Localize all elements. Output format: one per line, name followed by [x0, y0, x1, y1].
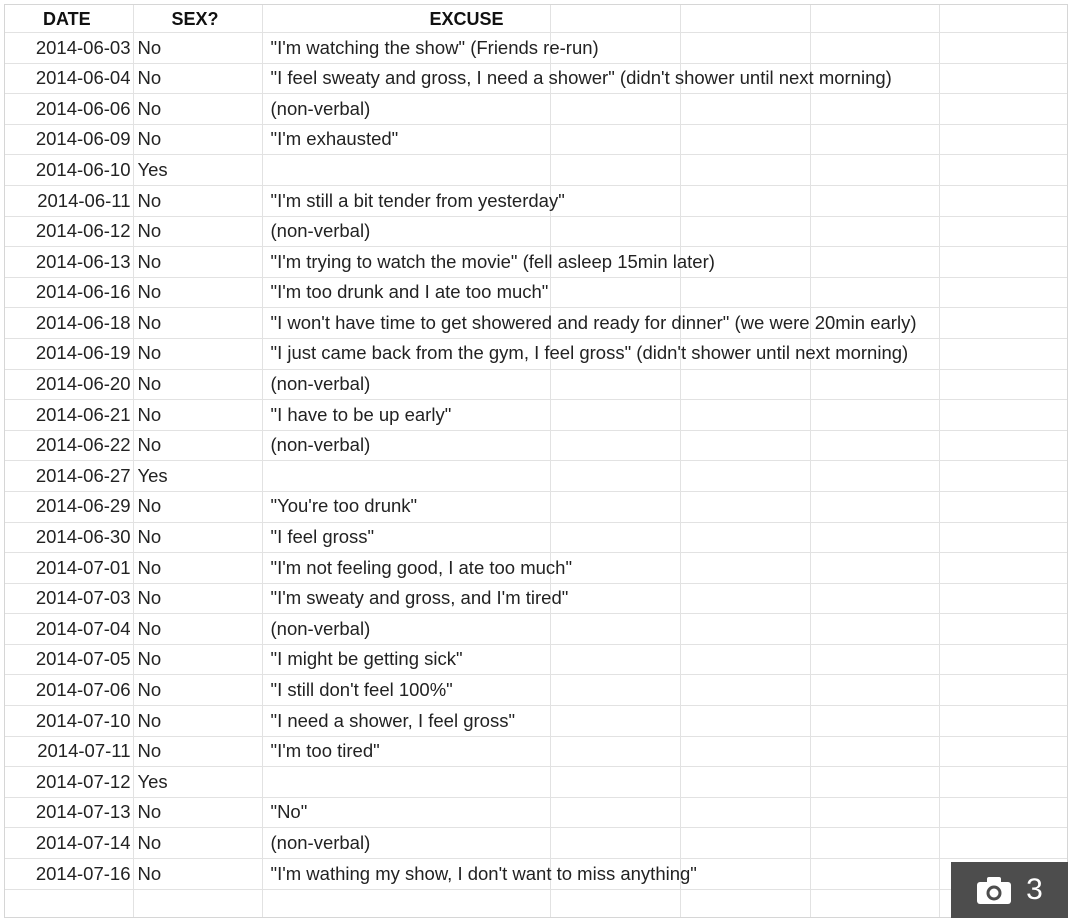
- empty-cell[interactable]: [680, 124, 810, 155]
- empty-cell[interactable]: [810, 706, 939, 737]
- empty-cell[interactable]: [939, 308, 1068, 339]
- table-row: [5, 859, 1068, 890]
- sex-cell[interactable]: No: [133, 644, 262, 675]
- empty-cell[interactable]: [810, 94, 939, 125]
- sex-cell[interactable]: No: [133, 185, 262, 216]
- date-cell[interactable]: 2014-07-11: [5, 736, 133, 767]
- empty-cell[interactable]: [810, 859, 939, 890]
- date-cell[interactable]: 2014-06-11: [5, 185, 133, 216]
- empty-cell[interactable]: [810, 736, 939, 767]
- empty-cell[interactable]: [939, 706, 1068, 737]
- table-row: [5, 614, 1068, 645]
- sex-cell[interactable]: No: [133, 828, 262, 859]
- excuse-cell[interactable]: "I need a shower, I feel gross": [262, 706, 550, 737]
- empty-header-cell[interactable]: [680, 5, 810, 33]
- empty-cell[interactable]: [810, 369, 939, 400]
- excuse-cell[interactable]: (non-verbal): [262, 94, 550, 125]
- table-row: [5, 369, 1068, 400]
- date-cell[interactable]: 2014-07-10: [5, 706, 133, 737]
- table-row: [5, 522, 1068, 553]
- empty-cell[interactable]: [939, 522, 1068, 553]
- date-cell[interactable]: 2014-06-13: [5, 247, 133, 278]
- excuse-cell[interactable]: [262, 155, 550, 186]
- table-body: [5, 33, 1068, 919]
- empty-cell[interactable]: [680, 553, 810, 584]
- empty-cell[interactable]: [550, 614, 680, 645]
- table-row: [5, 553, 1068, 584]
- empty-cell[interactable]: [680, 369, 810, 400]
- camera-icon: [976, 875, 1012, 905]
- empty-cell[interactable]: [810, 797, 939, 828]
- date-cell[interactable]: 2014-06-18: [5, 308, 133, 339]
- excuse-cell[interactable]: "I have to be up early": [262, 400, 550, 431]
- table-row: [5, 63, 1068, 94]
- table-row: [5, 644, 1068, 675]
- sex-cell[interactable]: No: [133, 491, 262, 522]
- empty-cell[interactable]: [550, 369, 680, 400]
- date-cell[interactable]: 2014-06-10: [5, 155, 133, 186]
- empty-cell[interactable]: [133, 889, 262, 918]
- empty-cell[interactable]: [810, 675, 939, 706]
- excuse-cell[interactable]: "I'm watching the show" (Friends re-run): [262, 33, 550, 64]
- empty-cell[interactable]: [810, 277, 939, 308]
- empty-cell[interactable]: [680, 522, 810, 553]
- empty-cell[interactable]: [810, 491, 939, 522]
- table-row: [5, 736, 1068, 767]
- date-cell[interactable]: 2014-06-12: [5, 216, 133, 247]
- date-cell[interactable]: 2014-07-12: [5, 767, 133, 798]
- excuse-cell[interactable]: (non-verbal): [262, 216, 550, 247]
- excuse-cell[interactable]: (non-verbal): [262, 430, 550, 461]
- sex-cell[interactable]: No: [133, 400, 262, 431]
- table-row: [5, 155, 1068, 186]
- excuse-cell[interactable]: "No": [262, 797, 550, 828]
- empty-cell[interactable]: [939, 400, 1068, 431]
- sex-cell[interactable]: No: [133, 859, 262, 890]
- table-row: [5, 308, 1068, 339]
- empty-cell[interactable]: [550, 797, 680, 828]
- photo-count: 3: [1026, 873, 1043, 906]
- sex-cell[interactable]: No: [133, 33, 262, 64]
- date-cell[interactable]: 2014-06-27: [5, 461, 133, 492]
- excuse-cell[interactable]: "I'm still a bit tender from yesterday": [262, 185, 550, 216]
- empty-cell[interactable]: [550, 767, 680, 798]
- date-cell[interactable]: 2014-07-01: [5, 553, 133, 584]
- empty-cell[interactable]: [550, 706, 680, 737]
- empty-cell[interactable]: [939, 33, 1068, 64]
- empty-cell[interactable]: [939, 553, 1068, 584]
- sex-cell[interactable]: No: [133, 94, 262, 125]
- empty-cell[interactable]: [810, 124, 939, 155]
- date-cell[interactable]: 2014-06-22: [5, 430, 133, 461]
- empty-cell[interactable]: [550, 400, 680, 431]
- empty-cell[interactable]: [939, 216, 1068, 247]
- excuse-cell[interactable]: "I feel gross": [262, 522, 550, 553]
- sex-cell[interactable]: Yes: [133, 767, 262, 798]
- excuse-cell[interactable]: "I won't have time to get showered and ready for dinner" (we were 20min early): [262, 308, 550, 339]
- empty-cell[interactable]: [939, 644, 1068, 675]
- sex-cell[interactable]: No: [133, 553, 262, 584]
- sex-cell[interactable]: No: [133, 675, 262, 706]
- empty-cell[interactable]: [680, 644, 810, 675]
- empty-cell[interactable]: [810, 216, 939, 247]
- date-cell[interactable]: 2014-07-14: [5, 828, 133, 859]
- excuse-cell[interactable]: (non-verbal): [262, 369, 550, 400]
- empty-cell[interactable]: [680, 675, 810, 706]
- table-row: [5, 400, 1068, 431]
- excuse-cell[interactable]: (non-verbal): [262, 614, 550, 645]
- excuse-cell[interactable]: "I'm too drunk and I ate too much": [262, 277, 550, 308]
- table-row: [5, 185, 1068, 216]
- empty-cell[interactable]: [939, 63, 1068, 94]
- date-cell[interactable]: 2014-07-16: [5, 859, 133, 890]
- table-row: [5, 277, 1068, 308]
- excuse-cell[interactable]: "I'm trying to watch the movie" (fell asleep 15min later): [262, 247, 550, 278]
- empty-cell[interactable]: [680, 430, 810, 461]
- empty-cell[interactable]: [939, 338, 1068, 369]
- excuse-cell[interactable]: [262, 461, 550, 492]
- empty-cell[interactable]: [810, 155, 939, 186]
- excuse-cell[interactable]: "I'm exhausted": [262, 124, 550, 155]
- empty-cell[interactable]: [680, 155, 810, 186]
- date-cell[interactable]: 2014-06-20: [5, 369, 133, 400]
- date-cell[interactable]: 2014-06-03: [5, 33, 133, 64]
- empty-cell[interactable]: [939, 675, 1068, 706]
- empty-cell[interactable]: [550, 155, 680, 186]
- empty-cell[interactable]: [939, 736, 1068, 767]
- empty-cell[interactable]: [550, 461, 680, 492]
- date-cell[interactable]: 2014-06-04: [5, 63, 133, 94]
- empty-cell[interactable]: [810, 430, 939, 461]
- date-cell[interactable]: 2014-06-29: [5, 491, 133, 522]
- sex-cell[interactable]: No: [133, 583, 262, 614]
- sex-cell[interactable]: No: [133, 797, 262, 828]
- date-cell[interactable]: 2014-07-03: [5, 583, 133, 614]
- empty-cell[interactable]: [810, 461, 939, 492]
- table-row: [5, 33, 1068, 64]
- empty-cell[interactable]: [262, 889, 550, 918]
- sex-cell[interactable]: No: [133, 63, 262, 94]
- sex-cell[interactable]: No: [133, 247, 262, 278]
- empty-cell[interactable]: [5, 889, 133, 918]
- empty-cell[interactable]: [939, 247, 1068, 278]
- empty-cell[interactable]: [550, 491, 680, 522]
- header-row: [5, 5, 1068, 33]
- table-row: [5, 124, 1068, 155]
- excuse-cell[interactable]: "I'm wathing my show, I don't want to miss anything": [262, 859, 550, 890]
- table-row: [5, 247, 1068, 278]
- empty-cell[interactable]: [550, 185, 680, 216]
- excuse-cell[interactable]: "You're too drunk": [262, 491, 550, 522]
- table-row: [5, 430, 1068, 461]
- sex-cell[interactable]: No: [133, 338, 262, 369]
- excuse-cell[interactable]: (non-verbal): [262, 828, 550, 859]
- empty-cell[interactable]: [680, 889, 810, 918]
- empty-cell[interactable]: [939, 583, 1068, 614]
- empty-cell[interactable]: [939, 277, 1068, 308]
- empty-cell[interactable]: [810, 614, 939, 645]
- sex-cell[interactable]: Yes: [133, 461, 262, 492]
- empty-cell[interactable]: [680, 277, 810, 308]
- empty-cell[interactable]: [550, 583, 680, 614]
- empty-cell[interactable]: [939, 614, 1068, 645]
- empty-header-cell[interactable]: [810, 5, 939, 33]
- empty-cell[interactable]: [680, 736, 810, 767]
- sex-cell[interactable]: Yes: [133, 155, 262, 186]
- empty-cell[interactable]: [680, 583, 810, 614]
- empty-cell[interactable]: [810, 33, 939, 64]
- empty-cell[interactable]: [939, 797, 1068, 828]
- excuse-cell[interactable]: "I still don't feel 100%": [262, 675, 550, 706]
- empty-cell[interactable]: [810, 583, 939, 614]
- excuse-cell[interactable]: "I just came back from the gym, I feel gross" (didn't shower until next morning): [262, 338, 550, 369]
- empty-cell[interactable]: [550, 675, 680, 706]
- column-header-sex[interactable]: SEX?: [133, 5, 262, 33]
- sex-cell[interactable]: No: [133, 124, 262, 155]
- empty-cell[interactable]: [550, 736, 680, 767]
- empty-cell[interactable]: [680, 33, 810, 64]
- empty-cell[interactable]: [680, 461, 810, 492]
- spreadsheet: [4, 4, 1068, 918]
- sex-cell[interactable]: No: [133, 277, 262, 308]
- empty-cell[interactable]: [680, 706, 810, 737]
- empty-cell[interactable]: [810, 522, 939, 553]
- empty-cell[interactable]: [680, 216, 810, 247]
- table-row: [5, 491, 1068, 522]
- empty-cell[interactable]: [810, 828, 939, 859]
- empty-cell[interactable]: [939, 430, 1068, 461]
- excuse-cell[interactable]: "I'm sweaty and gross, and I'm tired": [262, 583, 550, 614]
- date-cell[interactable]: 2014-07-06: [5, 675, 133, 706]
- date-cell[interactable]: 2014-06-16: [5, 277, 133, 308]
- excuse-table: [5, 5, 1068, 918]
- sex-cell[interactable]: No: [133, 614, 262, 645]
- sex-cell[interactable]: No: [133, 736, 262, 767]
- table-row: [5, 583, 1068, 614]
- date-cell[interactable]: 2014-07-04: [5, 614, 133, 645]
- table-row: [5, 216, 1068, 247]
- sex-cell[interactable]: No: [133, 216, 262, 247]
- empty-cell[interactable]: [680, 185, 810, 216]
- excuse-cell[interactable]: "I might be getting sick": [262, 644, 550, 675]
- sex-cell[interactable]: No: [133, 430, 262, 461]
- excuse-cell[interactable]: "I'm not feeling good, I ate too much": [262, 553, 550, 584]
- sex-cell[interactable]: No: [133, 308, 262, 339]
- empty-cell[interactable]: [680, 400, 810, 431]
- empty-cell[interactable]: [939, 491, 1068, 522]
- empty-cell[interactable]: [550, 430, 680, 461]
- excuse-cell[interactable]: "I feel sweaty and gross, I need a shower" (didn't shower until next morning): [262, 63, 550, 94]
- date-cell[interactable]: 2014-06-19: [5, 338, 133, 369]
- empty-cell[interactable]: [939, 94, 1068, 125]
- empty-cell[interactable]: [680, 94, 810, 125]
- empty-header-cell[interactable]: [550, 5, 680, 33]
- date-cell[interactable]: 2014-06-21: [5, 400, 133, 431]
- empty-header-cell[interactable]: [939, 5, 1068, 33]
- empty-cell[interactable]: [550, 644, 680, 675]
- empty-cell[interactable]: [680, 859, 810, 890]
- table-row: [5, 338, 1068, 369]
- empty-cell[interactable]: [939, 185, 1068, 216]
- empty-cell[interactable]: [810, 185, 939, 216]
- empty-cell[interactable]: [680, 797, 810, 828]
- table-row: [5, 675, 1068, 706]
- empty-cell[interactable]: [939, 155, 1068, 186]
- date-cell[interactable]: 2014-07-13: [5, 797, 133, 828]
- column-header-date[interactable]: DATE: [5, 5, 133, 33]
- table-row: [5, 767, 1068, 798]
- date-cell[interactable]: 2014-07-05: [5, 644, 133, 675]
- empty-cell[interactable]: [810, 644, 939, 675]
- empty-cell[interactable]: [810, 553, 939, 584]
- empty-cell[interactable]: [939, 828, 1068, 859]
- table-row: [5, 94, 1068, 125]
- empty-cell[interactable]: [550, 522, 680, 553]
- empty-cell[interactable]: [939, 369, 1068, 400]
- date-cell[interactable]: 2014-06-30: [5, 522, 133, 553]
- empty-cell[interactable]: [550, 124, 680, 155]
- empty-cell[interactable]: [680, 491, 810, 522]
- empty-cell[interactable]: [550, 889, 680, 918]
- sex-cell[interactable]: No: [133, 522, 262, 553]
- empty-cell[interactable]: [810, 767, 939, 798]
- empty-cell[interactable]: [939, 124, 1068, 155]
- table-row: [5, 797, 1068, 828]
- empty-cell[interactable]: [810, 889, 939, 918]
- empty-row: [5, 889, 1068, 918]
- photo-count-badge[interactable]: [951, 862, 1068, 918]
- table-row: [5, 828, 1068, 859]
- empty-cell[interactable]: [680, 828, 810, 859]
- empty-cell[interactable]: [550, 828, 680, 859]
- empty-cell[interactable]: [939, 461, 1068, 492]
- empty-cell[interactable]: [680, 767, 810, 798]
- empty-cell[interactable]: [680, 614, 810, 645]
- empty-cell[interactable]: [550, 277, 680, 308]
- excuse-cell[interactable]: "I'm too tired": [262, 736, 550, 767]
- sex-cell[interactable]: No: [133, 706, 262, 737]
- empty-cell[interactable]: [550, 216, 680, 247]
- empty-cell[interactable]: [939, 767, 1068, 798]
- date-cell[interactable]: 2014-06-09: [5, 124, 133, 155]
- excuse-cell[interactable]: [262, 767, 550, 798]
- sex-cell[interactable]: No: [133, 369, 262, 400]
- table-row: [5, 461, 1068, 492]
- empty-cell[interactable]: [810, 400, 939, 431]
- column-header-excuse[interactable]: EXCUSE: [262, 5, 550, 33]
- empty-cell[interactable]: [810, 247, 939, 278]
- date-cell[interactable]: 2014-06-06: [5, 94, 133, 125]
- table-row: [5, 706, 1068, 737]
- empty-cell[interactable]: [550, 94, 680, 125]
